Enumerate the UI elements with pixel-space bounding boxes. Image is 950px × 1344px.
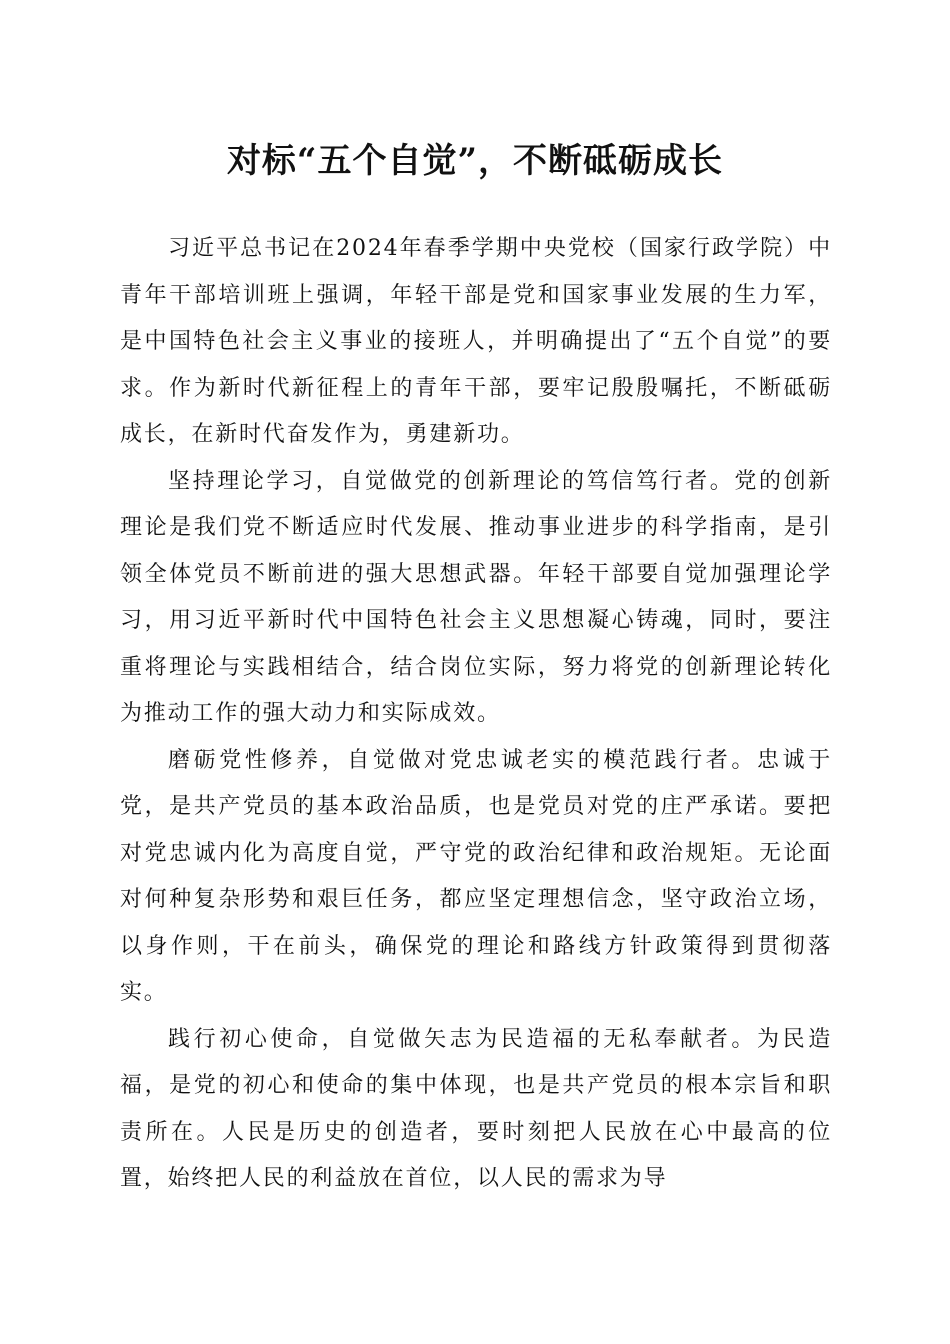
paragraph-theory-study: 坚持理论学习，自觉做党的创新理论的笃信笃行者。党的创新理论是我们党不断适应时代发展、推动事业进步的科学指南，是引领全体党员不断前进的强大思想武器。年轻干部要自觉加强理论学习，用习近平新时代中国特色社会主义思想凝心铸魂，同时，要注重将理论与实践相结合，结合岗位实际，努力将党的创新理论转化为推动工作的强大动力和实际成效。 bbox=[120, 468, 832, 726]
paragraph-party-loyalty: 磨砺党性修养，自觉做对党忠诚老实的模范践行者。忠诚于党，是共产党员的基本政治品质，也是党员对党的庄严承诺。要把对党忠诚内化为高度自觉，严守党的政治纪律和政治规矩。无论面对何种复杂形势和艰巨任务，都应坚定理想信念，坚守政治立场，以身作则，干在前头，确保党的理论和路线方针政策得到贯彻落实。 bbox=[120, 747, 832, 1005]
paragraph-intro: 习近平总书记在2024年春季学期中央党校（国家行政学院）中青年干部培训班上强调，年轻干部是党和国家事业发展的生力军，是中国特色社会主义事业的接班人，并明确提出了“五个自觉”的要求。作为新时代新征程上的青年干部，要牢记殷殷嘱托，不断砥砺成长，在新时代奋发作为，勇建新功。 bbox=[120, 236, 832, 447]
document-body bbox=[120, 226, 832, 1203]
document-title: 对标“五个自觉”，不断砥砺成长 bbox=[226, 141, 724, 181]
paragraph-serve-people: 践行初心使命，自觉做矢志为民造福的无私奉献者。为民造福，是党的初心和使命的集中体现，也是共产党员的根本宗旨和职责所在。人民是历史的创造者，要时刻把人民放在心中最高的位置，始终把人民的利益放在首位，以人民的需求为导 bbox=[120, 1026, 832, 1191]
